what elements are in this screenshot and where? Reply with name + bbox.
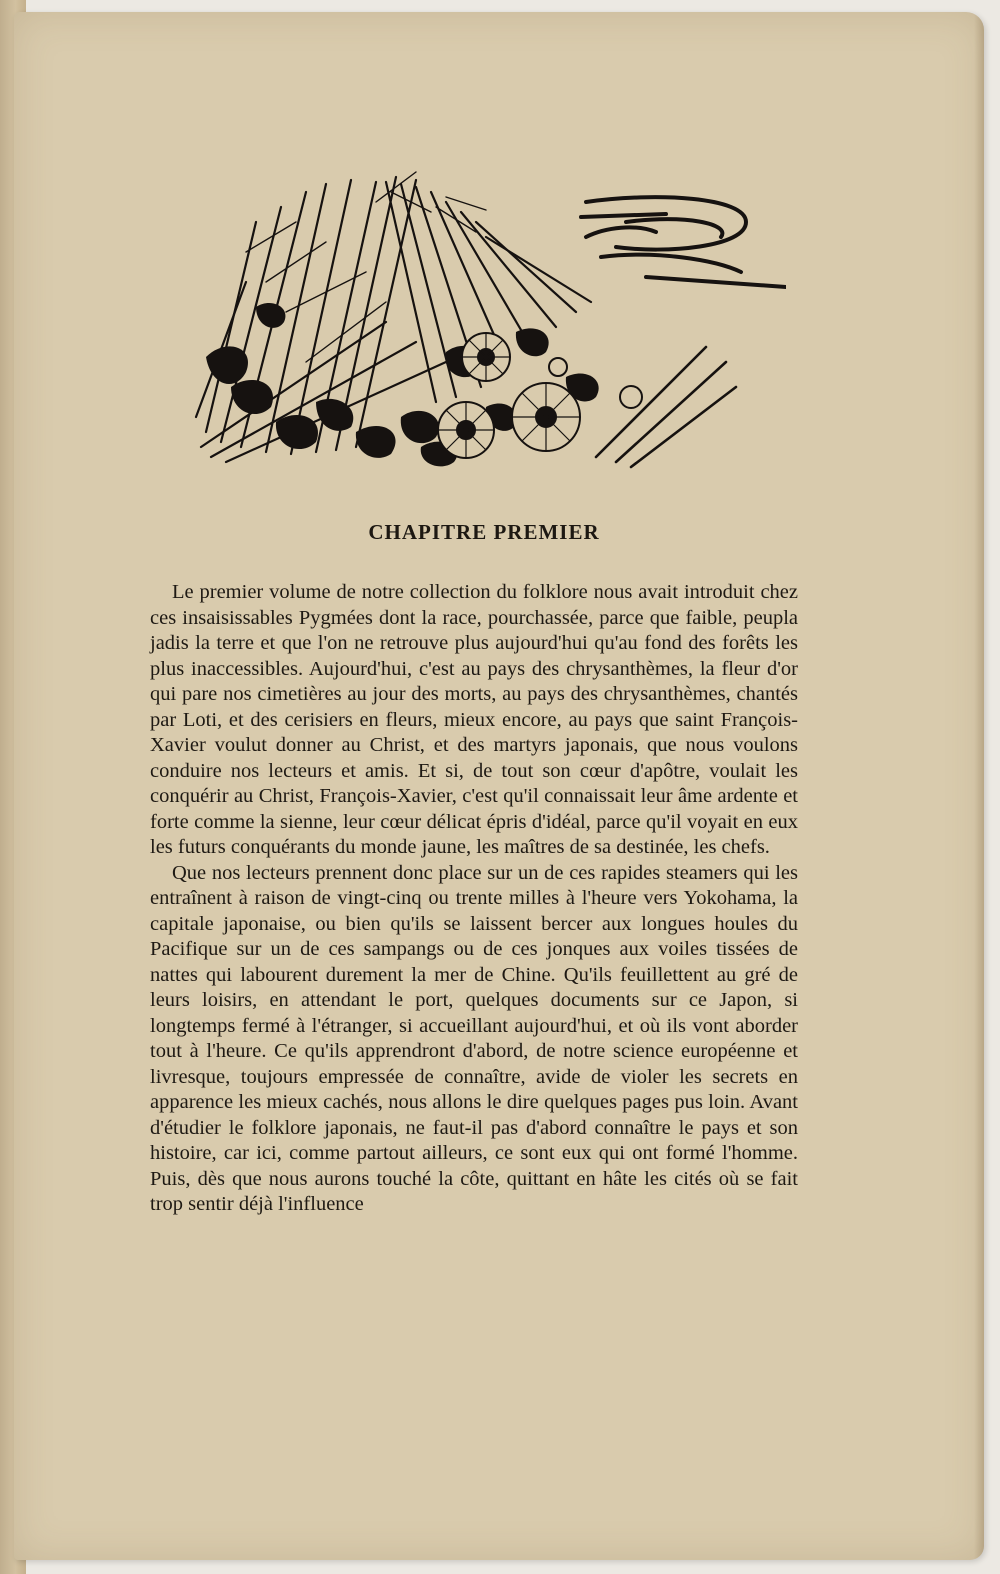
page-edge-shadow [974, 12, 984, 1560]
book-page [14, 12, 984, 1560]
chapter-body [150, 580, 798, 1218]
paragraph: Le premier volume de notre collection du folklore nous avait introduit chez ces insaisissables Pygmées dont la race, pourchassée, parce que faible, peupla jadis la terre et que l'on ne retrouve plus aujourd'hui qu'au fond des forêts les plus inaccessibles. Aujourd'hui, c'est au pays des chrysanthèmes, la fleur d'or qui pare nos cimetières au jour des morts, au pays des chrysanthèmes, chantés par Loti, et des cerisiers en fleurs, mieux encore, au pays que saint François-Xavier voulut donner au Christ, et des martyrs japonais, que nous voulons conduire nos lecteurs et amis. Et si, de tout son cœur d'apôtre, voulait les conquérir au Christ, François-Xavier, c'est qu'il connaissait leur âme ardente et forte comme la sienne, leur cœur délicat épris d'idéal, parce qu'il voyait en eux les futurs conquérants du monde jaune, les maîtres de sa destinée, les chefs. [150, 581, 798, 858]
chapter-title: CHAPITRE PREMIER [368, 520, 600, 544]
paragraph: Que nos lecteurs prennent donc place sur un de ces rapides steamers qui les entraînent à raison de vingt-cinq ou trente milles à l'heure vers Yokohama, la capitale japonaise, ou bien qu'ils se laissent bercer aux longues houles du Pacifique sur un de ces sampangs ou de ces jonques aux voiles tissées de nattes qui labourent durement la mer de Chine. Qu'ils feuillettent au gré de leurs loisirs, en attendant le port, quelques documents sur ce Japon, si longtemps fermé à l'étranger, si accueillant aujourd'hui, et où ils vont aborder tout à l'heure. Ce qu'ils apprendront d'abord, de notre science européenne et livresque, toujours empressée de connaître, avide de violer les secrets en apparence les mieux cachés, nous allons le dire quelques pages pus loin. Avant d'étudier le folklore japonais, ne faut-il pas d'abord connaître le pays et son histoire, car ici, comme partout ailleurs, ce sont eux qui ont formé l'homme. Puis, dès que nous aurons touché la côte, quittant en hâte les cités où se fait trop sentir déjà l'influence [150, 861, 798, 1215]
chrysanthemum-woodcut-icon [186, 162, 786, 472]
